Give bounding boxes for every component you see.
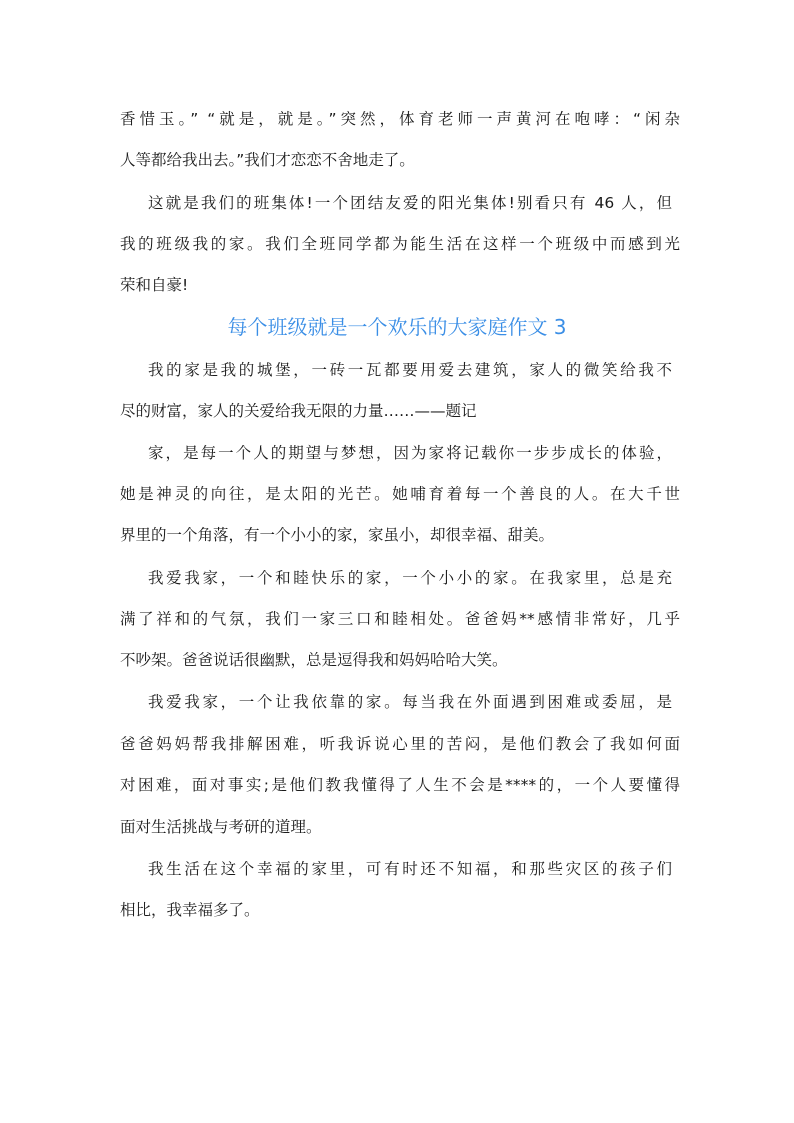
article-title: 每个班级就是一个欢乐的大家庭作文 3 — [227, 315, 567, 339]
paragraph-line: 面对生活挑战与考研的道理。 — [120, 818, 322, 836]
paragraph-line: 香惜玉。” “就是，就是。”突然，体育老师一声黄河在咆哮：“闲杂 — [120, 110, 680, 128]
paragraph-line: 满了祥和的气氛，我们一家三口和睦相处。爸爸妈**感情非常好，几乎 — [120, 610, 680, 628]
paragraph-line: 界里的一个角落，有一个小小的家，家虽小，却很幸福、甜美。 — [120, 526, 555, 544]
paragraph-line: 对困难，面对事实;是他们教我懂得了人生不会是****的，一个人要懂得 — [120, 776, 680, 794]
paragraph-line: 她是神灵的向往，是太阳的光芒。她哺育着每一个善良的人。在大千世 — [120, 485, 680, 503]
paragraph-line: 尽的财富，家人的关爱给我无限的力量……——题记 — [120, 402, 477, 420]
paragraph-line: 荣和自豪! — [120, 276, 189, 294]
paragraph-line: 家，是每一个人的期望与梦想，因为家将记载你一步步成长的体验， — [148, 444, 672, 462]
paragraph-line: 我的家是我的城堡，一砖一瓦都要用爱去建筑，家人的微笑给我不 — [148, 361, 672, 379]
paragraph-line: 不吵架。爸爸说话很幽默，总是逗得我和妈妈哈哈大笑。 — [120, 651, 508, 669]
paragraph-line: 爸爸妈妈帮我排解困难，听我诉说心里的苦闷，是他们教会了我如何面 — [120, 735, 680, 753]
paragraph-line: 人等都给我出去。”我们才恋恋不舍地走了。 — [120, 151, 415, 169]
paragraph-line: 我爱我家，一个让我依靠的家。每当我在外面遇到困难或委屈，是 — [148, 693, 672, 711]
paragraph-line: 我生活在这个幸福的家里，可有时还不知福，和那些灾区的孩子们 — [148, 860, 672, 878]
paragraph-line: 我爱我家，一个和睦快乐的家，一个小小的家。在我家里，总是充 — [148, 569, 672, 587]
paragraph-line: 相比，我幸福多了。 — [120, 901, 260, 919]
paragraph-line: 这就是我们的班集体!一个团结友爱的阳光集体!别看只有 46 人，但 — [148, 194, 672, 212]
paragraph-line: 我的班级我的家。我们全班同学都为能生活在这样一个班级中而感到光 — [120, 235, 680, 253]
